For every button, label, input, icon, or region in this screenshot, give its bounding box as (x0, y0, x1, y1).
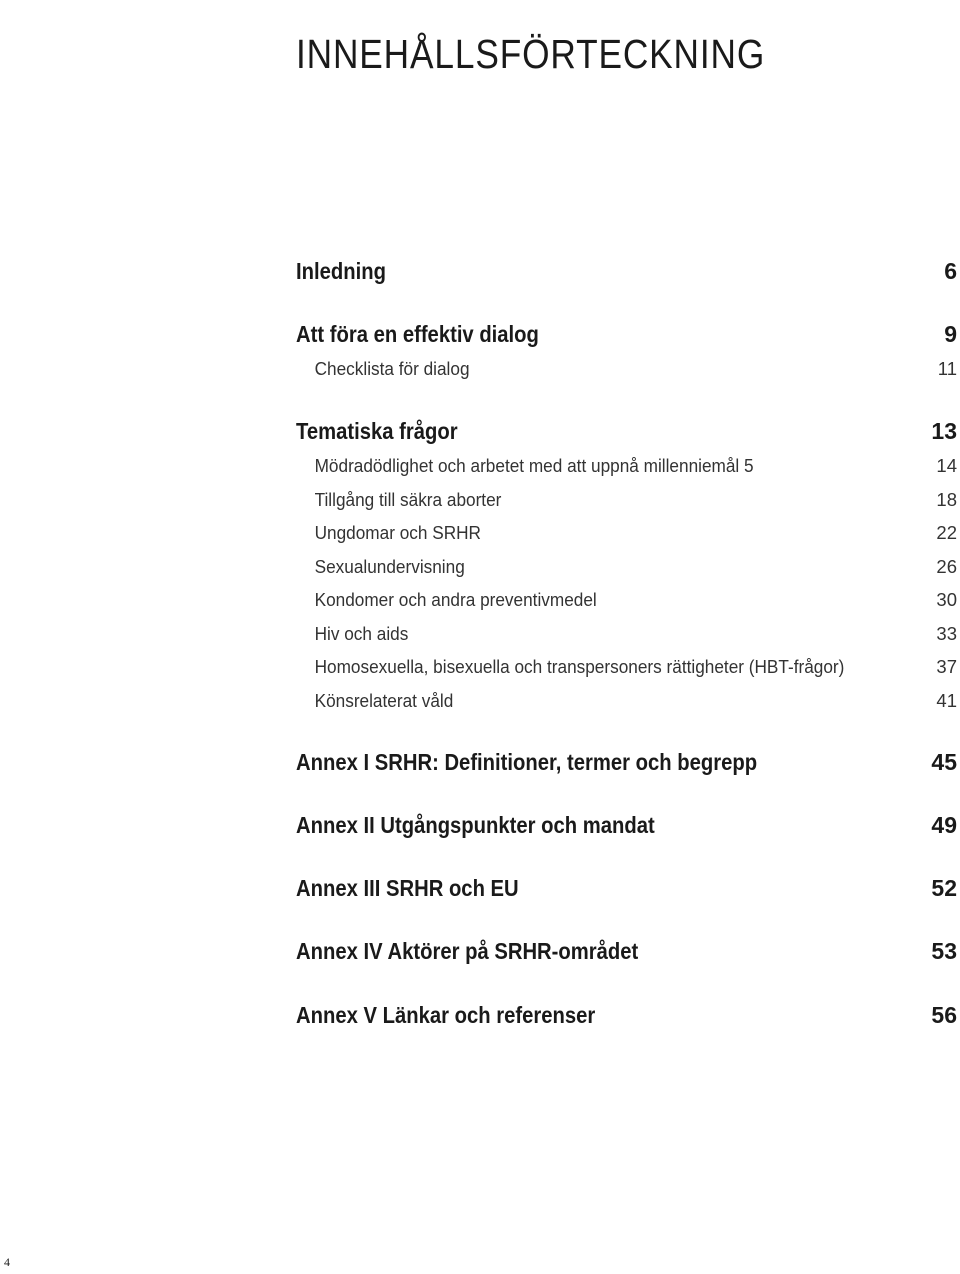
toc-entry-label: Mödradödlighet och arbetet med att uppnå millenniemål 5 (314, 455, 754, 476)
toc-entry-page: 56 (931, 1002, 957, 1028)
toc-entry-modradodlighet[interactable] (296, 455, 957, 477)
toc-entry-page: 22 (936, 522, 957, 543)
toc-entry-label: Kondomer och andra preventivmedel (314, 589, 597, 610)
toc-entry-page: 13 (931, 418, 957, 444)
toc-entry-page: 53 (931, 938, 957, 964)
toc-entry-annex-1[interactable] (296, 749, 957, 776)
toc-entry-label: Tillgång till säkra aborter (314, 489, 502, 510)
toc-entry-page: 37 (936, 656, 957, 677)
toc-entry-page: 26 (936, 556, 957, 577)
toc-entry-label: Hiv och aids (314, 623, 409, 644)
toc-entry-konsrelaterat-vald[interactable] (296, 690, 957, 712)
toc-entry-page: 9 (944, 321, 957, 347)
toc-entry-page: 18 (936, 489, 957, 510)
toc-entry-page: 41 (936, 690, 957, 711)
toc-entry-label: Annex I SRHR: Definitioner, termer och begrepp (296, 749, 758, 775)
toc-entry-label: Ungdomar och SRHR (314, 522, 481, 543)
toc-entry-annex-2[interactable] (296, 812, 957, 839)
toc-entry-label: Sexualundervisning (314, 556, 465, 577)
page-title: INNEHÅLLSFÖRTECKNING (296, 31, 766, 78)
toc-entry-dialog[interactable] (296, 321, 957, 348)
toc-entry-label: Annex II Utgångspunkter och mandat (296, 812, 655, 838)
toc-entry-checklista[interactable] (296, 358, 957, 380)
toc-entry-page: 11 (937, 358, 957, 379)
toc-entry-kondomer[interactable] (296, 589, 957, 611)
toc-entry-page: 52 (931, 875, 957, 901)
toc-entry-annex-5[interactable] (296, 1002, 957, 1029)
toc-entry-page: 45 (931, 749, 957, 775)
toc-entry-page: 6 (944, 258, 957, 284)
toc-entry-label: Könsrelaterat våld (314, 690, 454, 711)
toc-entry-inledning[interactable] (296, 258, 957, 285)
toc-entry-page: 49 (931, 812, 957, 838)
toc-entry-label: Inledning (296, 258, 386, 284)
toc-entry-page: 33 (936, 623, 957, 644)
toc-entry-page: 14 (936, 455, 957, 476)
toc-entry-tematiska-fragor[interactable] (296, 418, 957, 445)
toc-entry-page: 30 (936, 589, 957, 610)
page-number: 4 (4, 1255, 10, 1269)
toc-entry-sexualundervisning[interactable] (296, 556, 957, 578)
toc-entry-ungdomar[interactable] (296, 522, 957, 544)
toc-entry-label: Checklista för dialog (314, 358, 470, 379)
toc-entry-annex-4[interactable] (296, 938, 957, 965)
toc-entry-aborter[interactable] (296, 489, 957, 511)
toc-entry-annex-3[interactable] (296, 875, 957, 902)
toc-entry-label: Att föra en effektiv dialog (296, 321, 539, 347)
toc-entry-hbt[interactable] (296, 656, 957, 678)
toc-entry-hiv-aids[interactable] (296, 623, 957, 645)
toc-entry-label: Annex IV Aktörer på SRHR-området (296, 938, 639, 964)
toc-entry-label: Annex V Länkar och referenser (296, 1002, 596, 1028)
toc-entry-label: Homosexuella, bisexuella och transpersoners rättigheter (HBT-frågor) (314, 656, 845, 677)
toc-entry-label: Tematiska frågor (296, 418, 458, 444)
toc-entry-label: Annex III SRHR och EU (296, 875, 519, 901)
